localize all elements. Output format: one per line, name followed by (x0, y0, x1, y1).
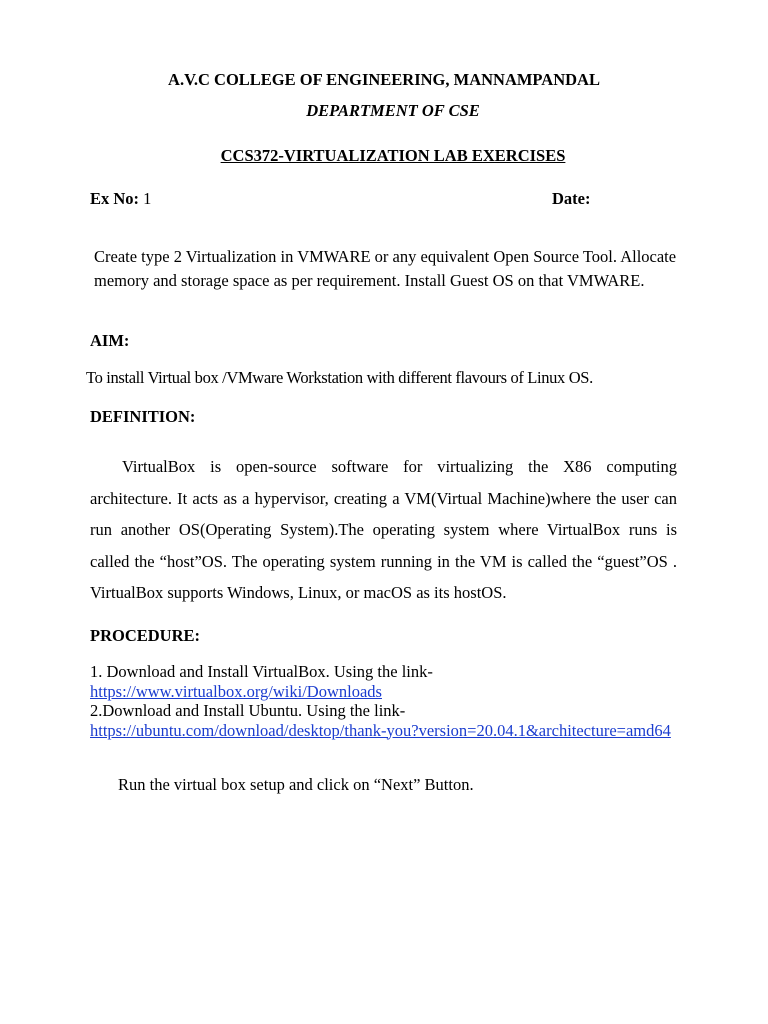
run-setup-instruction: Run the virtual box setup and click on “Next” Button. (118, 775, 474, 794)
college-name: A.V.C COLLEGE OF ENGINEERING, MANNAMPANDAL (168, 70, 600, 89)
ubuntu-download-link[interactable]: https://ubuntu.com/download/desktop/thank-you?version=20.04.1&architecture=amd64 (90, 720, 671, 740)
task-description: Create type 2 Virtualization in VMWARE or any equivalent Open Source Tool. Allocate memory and storage space as per requirement. Install Guest OS on that VMWARE. (94, 247, 677, 290)
procedure-heading: PROCEDURE: (90, 626, 200, 645)
exercise-number-label: Ex No: (90, 189, 140, 208)
procedure-steps (90, 662, 671, 740)
lab-title: CCS372-VIRTUALIZATION LAB EXERCISES (220, 146, 566, 165)
virtualbox-download-link[interactable]: https://www.virtualbox.org/wiki/Downloads (90, 681, 382, 701)
procedure-step-1: 1. Download and Install VirtualBox. Using the link- (90, 662, 433, 681)
definition-heading: DEFINITION: (90, 407, 196, 426)
exercise-number (90, 189, 151, 209)
exercise-number-value: 1 (139, 189, 152, 208)
department-name: DEPARTMENT OF CSE (306, 101, 480, 120)
aim-heading: AIM: (90, 331, 130, 350)
aim-text: To install Virtual box /VMware Workstation with different flavours of Linux OS. (86, 368, 593, 387)
definition-text: VirtualBox is open-source software for virtualizing the X86 computing architecture. It acts as a hypervisor, creating a VM(Virtual Machine)where the user can run another OS(Operating System).The operating system where VirtualBox runs is called the “host”OS. The operating system running in the VM is called the “guest”OS . VirtualBox supports Windows, Linux, or macOS as its hostOS. (90, 457, 677, 602)
procedure-step-2: 2.Download and Install Ubuntu. Using the link- (90, 701, 406, 720)
date-label: Date: (552, 189, 591, 208)
